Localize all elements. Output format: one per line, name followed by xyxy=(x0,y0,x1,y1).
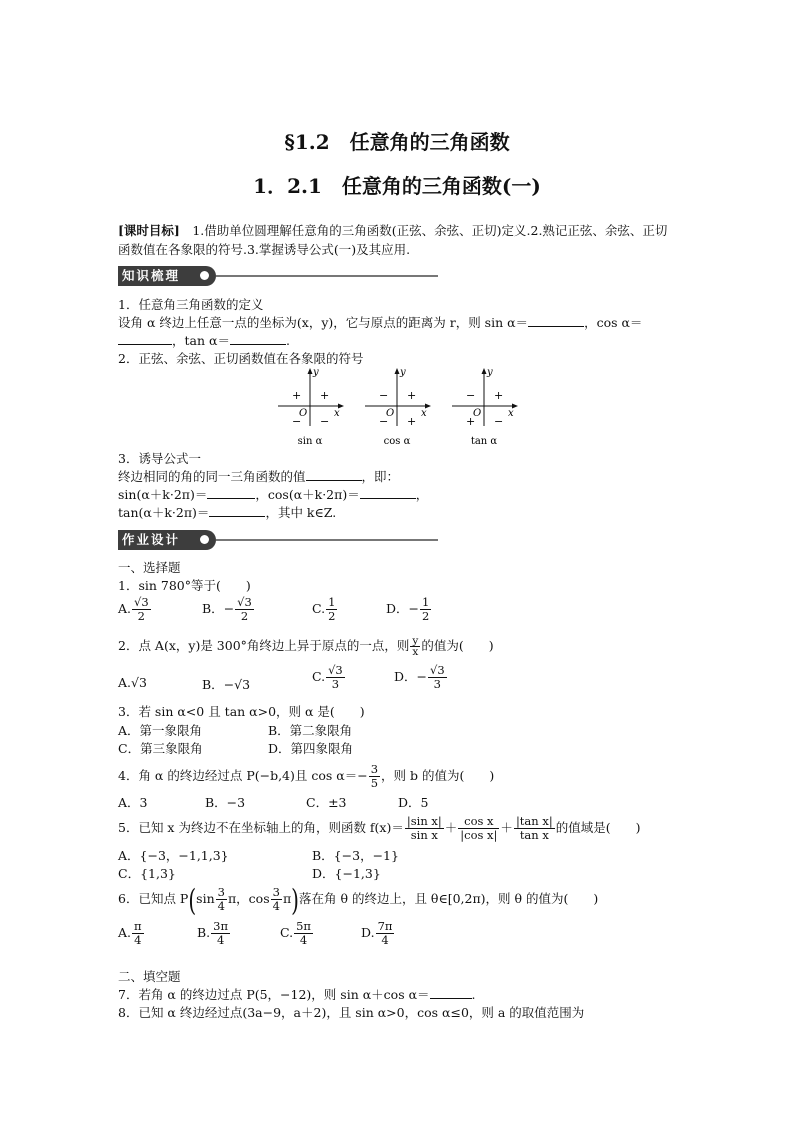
homework-banner-label: 作业设计 xyxy=(118,530,216,550)
x-axis-label: x xyxy=(334,408,340,419)
q2-option-d[interactable]: D．− $\frac{√3}{3}$ xyxy=(394,663,445,691)
banner-rule xyxy=(216,275,438,277)
y-axis-arrow-icon xyxy=(395,368,400,374)
blank-same-value[interactable] xyxy=(306,468,362,481)
blank-sin[interactable] xyxy=(528,314,584,327)
quadrant-sign: − xyxy=(494,415,504,428)
diagram-caption: tan α xyxy=(470,436,498,447)
sign-diagrams xyxy=(276,366,520,448)
y-axis-arrow-icon xyxy=(308,368,313,374)
item1-title: 1．任意角三角函数的定义 xyxy=(118,297,264,312)
goal-text: 1.借助单位圆理解任意角的三角函数(正弦、余弦、正切)定义.2.熟记正弦、余弦、正切函数值在各象限的符号.3.掌握诱导公式(一)及其应用. xyxy=(118,223,668,257)
blank-cos[interactable] xyxy=(118,332,172,345)
y-axis-label: y xyxy=(400,367,406,378)
blank-tan[interactable] xyxy=(230,332,286,345)
blank-formula-tan[interactable] xyxy=(209,504,265,517)
q6-option-c[interactable]: C. $\frac{5\pi}{4}$ xyxy=(280,919,311,947)
q3-option-c[interactable]: C．第三象限角 xyxy=(118,741,203,756)
formula-cos: ，cos(α＋k·2π)＝ xyxy=(255,487,360,502)
q2-option-c[interactable]: C. $\frac{√3}{3}$ xyxy=(312,663,343,691)
diagram-caption: cos α xyxy=(383,436,411,447)
q5-stem: 5．已知 x 为终边不在坐标轴上的角，则函数 f(x)＝ $\frac{\text{|sin x|}}{\text{sin x}}$ ＋ $\frac{\text{cos x}}{\text{|cos x|}}$ ＋ $\frac{\text{|tan x|}}{\text{tan x}}$ 的值域是( ) xyxy=(118,814,641,842)
item3-line1 xyxy=(118,468,399,486)
q1-option-a[interactable]: A. $\frac{√3}{2}$ xyxy=(118,595,149,623)
subsection-title: 1．2.1 任意角的三角函数(一) xyxy=(253,174,541,198)
item3-line3 xyxy=(118,504,336,522)
banner-dot-icon xyxy=(200,271,209,280)
item2-title: 2．正弦、余弦、正切函数值在各象限的符号 xyxy=(118,351,364,366)
formula-tan-tail: ，其中 k∈Z. xyxy=(265,505,337,520)
q4-option-b[interactable]: B．−3 xyxy=(205,795,246,810)
quadrant-sign: + xyxy=(466,415,476,428)
item1-line1 xyxy=(118,314,642,332)
item3-text-b: ，即： xyxy=(361,469,400,484)
banner-dot-icon xyxy=(200,535,209,544)
y-axis-arrow-icon xyxy=(482,368,487,374)
q1-option-d[interactable]: D．− $\frac{1}{2}$ xyxy=(386,595,430,623)
banner-rule xyxy=(216,539,438,541)
quadrant-sign: − xyxy=(379,415,389,428)
lesson-goal xyxy=(118,221,678,259)
part1-heading: 一、选择题 xyxy=(118,560,181,575)
q1-option-c[interactable]: C. $\frac{1}{2}$ xyxy=(312,595,336,623)
part2-heading: 二、填空题 xyxy=(118,969,181,984)
knowledge-banner xyxy=(118,266,438,286)
quadrant-sign: − xyxy=(292,415,302,428)
q1-option-b[interactable]: B．− $\frac{√3}{2}$ xyxy=(202,595,252,623)
quadrant-sign: + xyxy=(292,389,302,402)
quadrant-sign: − xyxy=(379,389,389,402)
item1-text-d: . xyxy=(285,333,290,348)
origin-label: O xyxy=(473,408,482,419)
q2-option-a[interactable]: A.√3 xyxy=(118,675,147,690)
q3-option-d[interactable]: D．第四象限角 xyxy=(268,741,354,756)
quadrant-sign: − xyxy=(466,389,476,402)
origin-label: O xyxy=(386,408,395,419)
item3-text-a: 终边相同的角的同一三角函数的值 xyxy=(118,469,306,484)
quadrant-sign: + xyxy=(494,389,504,402)
q4-option-a[interactable]: A．3 xyxy=(118,795,148,810)
y-axis-label: y xyxy=(313,367,319,378)
blank-q7[interactable] xyxy=(430,986,472,999)
q4-stem: 4．角 α 的终边经过点 P(−b,4)且 cos α＝− $\frac{3}{5}$ ，则 b 的值为( ) xyxy=(118,762,495,790)
quadrant-sign: − xyxy=(320,415,330,428)
item1-line2 xyxy=(118,332,290,350)
formula-tan: tan(α＋k·2π)＝ xyxy=(118,505,210,520)
q1-stem: 1．sin 780°等于( ) xyxy=(118,578,251,593)
q3-stem: 3．若 sin α<0 且 tan α>0，则 α 是( ) xyxy=(118,704,365,719)
item1-text-a: 设角 α 终边上任意一点的坐标为(x，y)，它与原点的距离为 r，则 sin α＝ xyxy=(118,315,529,330)
q3-option-b[interactable]: B．第二象限角 xyxy=(268,723,353,738)
q7: 7．若角 α 的终边过点 P(5，−12)，则 sin α＋cos α＝ . xyxy=(118,987,476,1002)
q5-option-a[interactable]: A．{−3，−1,1,3} xyxy=(118,848,229,863)
item3-line2 xyxy=(118,486,428,504)
sign-diagram xyxy=(278,367,344,447)
x-axis-label: x xyxy=(421,408,427,419)
blank-formula-sin[interactable] xyxy=(207,486,255,499)
quadrant-sign: + xyxy=(407,389,417,402)
formula-comma: ， xyxy=(415,487,429,502)
q6-stem: 6．已知点 P(sin $\frac{3}{4}$ π，cos $\frac{3}{4}$ π)落在角 θ 的终边上，且 θ∈[0,2π)，则 θ 的值为( ) xyxy=(118,881,599,918)
q4-option-d[interactable]: D．5 xyxy=(398,795,429,810)
q6-option-a[interactable]: A. $\frac{\pi}{4}$ xyxy=(118,919,142,947)
quadrant-sign: + xyxy=(407,415,417,428)
y-axis-label: y xyxy=(487,367,493,378)
sign-diagram xyxy=(452,367,518,447)
homework-banner xyxy=(118,530,438,550)
q5-option-b[interactable]: B．{−3，−1} xyxy=(312,848,399,863)
quadrant-sign: + xyxy=(320,389,330,402)
blank-formula-cos[interactable] xyxy=(360,486,416,499)
x-axis-label: x xyxy=(508,408,514,419)
goal-label: [课时目标] xyxy=(118,223,180,238)
q2-stem: 2．点 A(x，y)是 300°角终边上异于原点的一点，则 $\frac{y}{x}$ 的值为( ) xyxy=(118,635,494,658)
item1-text-c: ，tan α＝ xyxy=(172,333,230,348)
knowledge-banner-label: 知识梳理 xyxy=(118,266,216,286)
diagram-caption: sin α xyxy=(297,436,323,447)
q5-option-d[interactable]: D．{−1,3} xyxy=(312,866,381,881)
q2-option-b[interactable]: B．−√3 xyxy=(202,677,251,692)
q6-option-d[interactable]: D. $\frac{7\pi}{4}$ xyxy=(361,919,393,947)
origin-label: O xyxy=(299,408,308,419)
q5-option-c[interactable]: C．{1,3} xyxy=(118,866,176,881)
q6-option-b[interactable]: B. $\frac{3\pi}{4}$ xyxy=(197,919,229,947)
formula-sin: sin(α＋k·2π)＝ xyxy=(118,487,208,502)
item3-title: 3．诱导公式一 xyxy=(118,451,201,466)
sign-diagram xyxy=(365,367,431,447)
q8: 8．已知 α 终边经过点(3a−9，a＋2)，且 sin α>0，cos α≤0，则 a 的取值范围为 xyxy=(118,1005,585,1020)
section-title: §1.2 任意角的三角函数 xyxy=(284,130,510,154)
q3-option-a[interactable]: A．第一象限角 xyxy=(118,723,203,738)
q4-option-c[interactable]: C．±3 xyxy=(306,795,347,810)
item1-text-b: ，cos α＝ xyxy=(584,315,643,330)
